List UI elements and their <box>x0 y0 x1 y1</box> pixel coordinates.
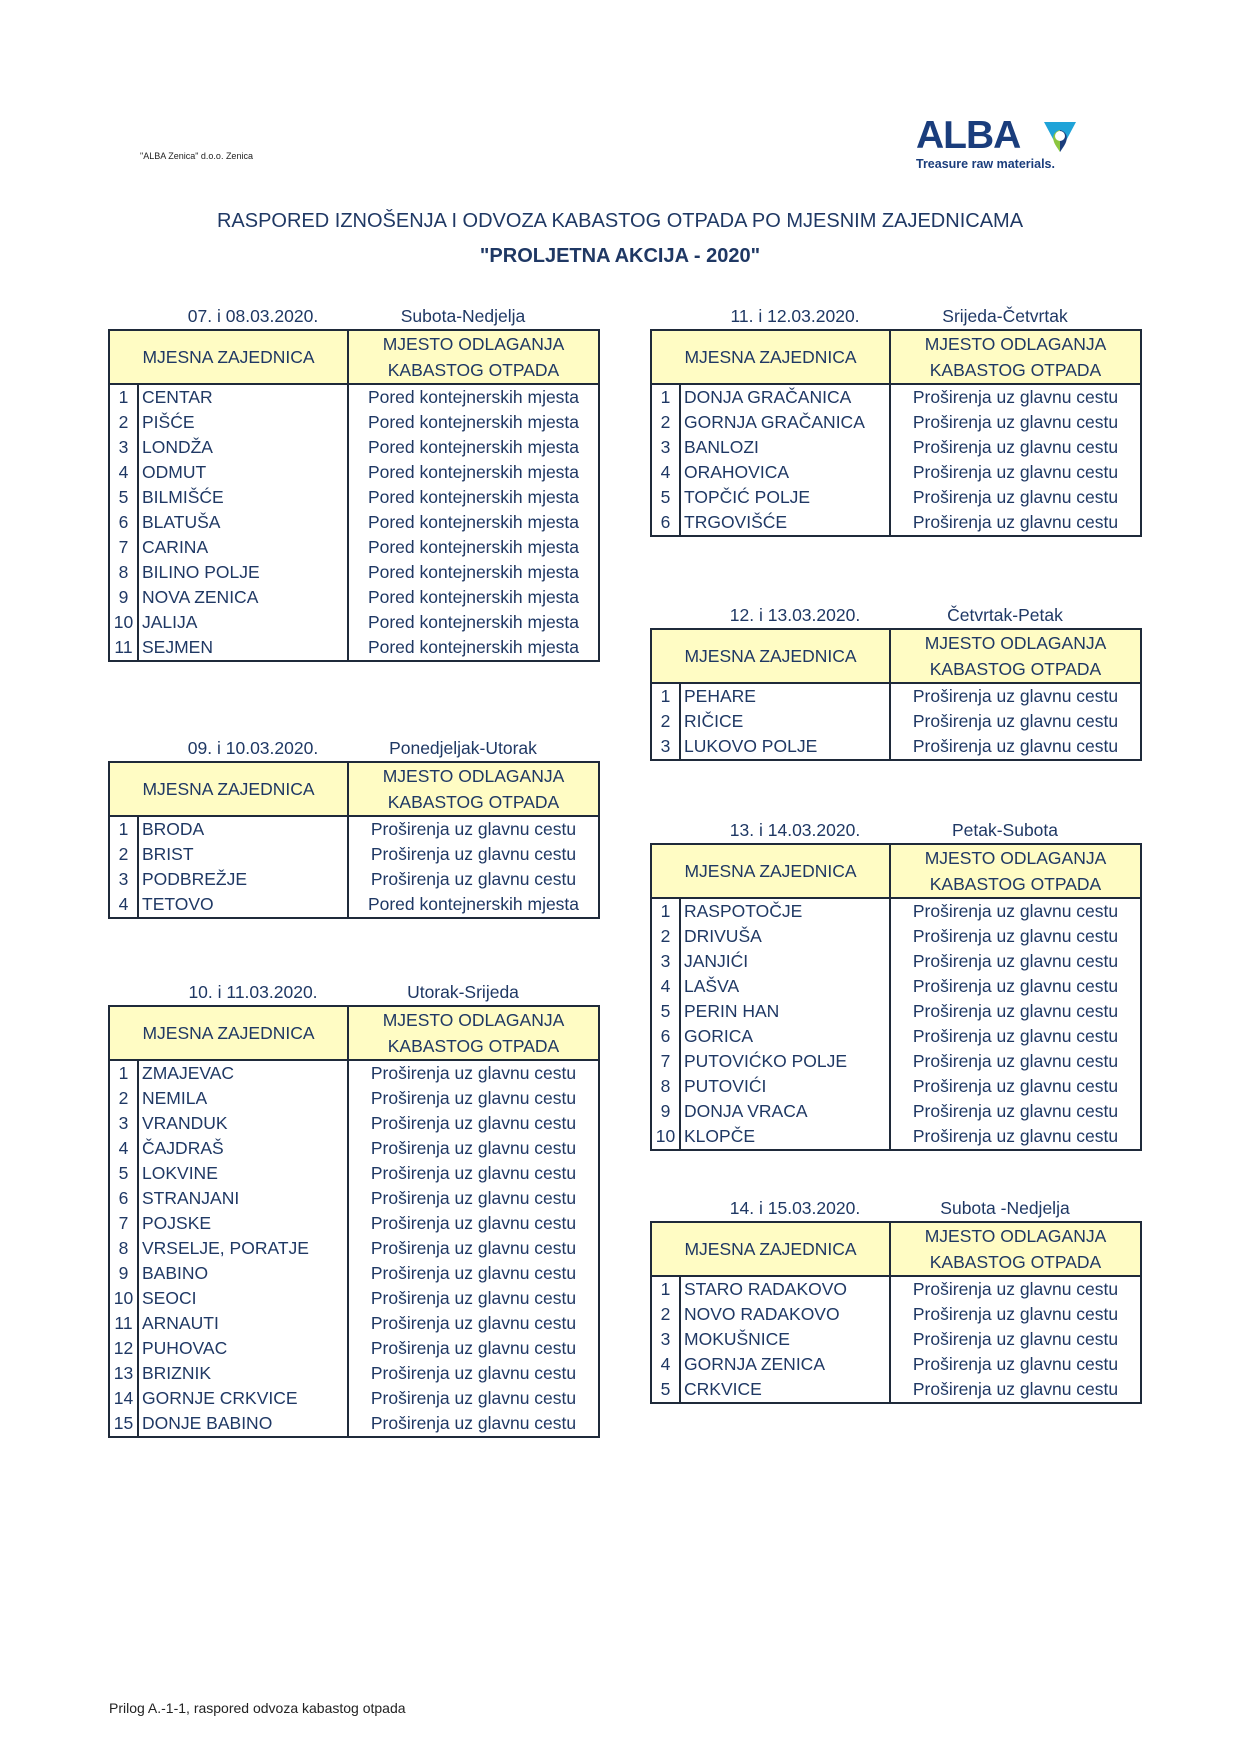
table-row <box>651 485 1141 510</box>
table-row <box>109 485 599 510</box>
community-name: SEJMEN <box>138 635 348 661</box>
community-name: PUTOVIĆKO POLJE <box>680 1049 890 1074</box>
community-name: LAŠVA <box>680 974 890 999</box>
community-name: BILINO POLJE <box>138 560 348 585</box>
disposal-location: Proširenja uz glavnu cestu <box>890 683 1141 709</box>
block-days: Subota-Nedjelja <box>400 306 526 326</box>
table-row <box>651 1024 1141 1049</box>
table-row <box>109 1060 599 1086</box>
schedule-block <box>650 816 1140 1151</box>
block-date: 13. i 14.03.2020. <box>729 820 861 840</box>
block-date: 09. i 10.03.2020. <box>187 738 319 758</box>
row-number: 4 <box>651 974 680 999</box>
community-name: GORICA <box>680 1024 890 1049</box>
row-number: 11 <box>109 635 138 661</box>
community-name: PUTOVIĆI <box>680 1074 890 1099</box>
schedule-block <box>108 978 598 1438</box>
schedule-table <box>650 843 1142 1151</box>
disposal-location: Proširenja uz glavnu cestu <box>348 1060 599 1086</box>
header-line-1: MJESTO ODLAGANJA <box>924 633 1107 653</box>
community-name: PEHARE <box>680 683 890 709</box>
block-date: 14. i 15.03.2020. <box>729 1198 861 1218</box>
community-name: NEMILA <box>138 1086 348 1111</box>
column-header-mjesna-zajednica: MJESNA ZAJEDNICA <box>651 1222 890 1276</box>
table-row <box>109 1386 599 1411</box>
disposal-location: Pored kontejnerskih mjesta <box>348 585 599 610</box>
community-name: GORNJA ZENICA <box>680 1352 890 1377</box>
disposal-location: Pored kontejnerskih mjesta <box>348 560 599 585</box>
block-days: Srijeda-Četvrtak <box>942 306 1068 326</box>
table-row <box>651 898 1141 924</box>
table-row <box>109 1161 599 1186</box>
header-line-2: KABASTOG OTPADA <box>929 874 1102 894</box>
row-number: 13 <box>109 1361 138 1386</box>
community-name: NOVA ZENICA <box>138 585 348 610</box>
row-number: 6 <box>109 1186 138 1211</box>
schedule-block <box>108 734 598 919</box>
table-row <box>651 460 1141 485</box>
community-name: TRGOVIŠĆE <box>680 510 890 536</box>
disposal-location: Pored kontejnerskih mjesta <box>348 510 599 535</box>
community-name: JANJIĆI <box>680 949 890 974</box>
community-name: BANLOZI <box>680 435 890 460</box>
community-name: POJSKE <box>138 1211 348 1236</box>
disposal-location: Proširenja uz glavnu cestu <box>890 1074 1141 1099</box>
community-name: PODBREŽJE <box>138 867 348 892</box>
table-row <box>109 1136 599 1161</box>
community-name: TETOVO <box>138 892 348 918</box>
disposal-location: Proširenja uz glavnu cestu <box>348 867 599 892</box>
column-header-mjesna-zajednica: MJESNA ZAJEDNICA <box>109 330 348 384</box>
row-number: 1 <box>651 384 680 410</box>
disposal-location: Proširenja uz glavnu cestu <box>890 709 1141 734</box>
company-name: "ALBA Zenica" d.o.o. Zenica <box>140 151 253 161</box>
row-number: 2 <box>651 924 680 949</box>
row-number: 3 <box>651 734 680 760</box>
block-header <box>108 978 598 1005</box>
row-number: 6 <box>651 510 680 536</box>
disposal-location: Proširenja uz glavnu cestu <box>890 410 1141 435</box>
row-number: 5 <box>651 1377 680 1403</box>
column-header-mjesna-zajednica: MJESNA ZAJEDNICA <box>109 762 348 816</box>
disposal-location: Pored kontejnerskih mjesta <box>348 535 599 560</box>
row-number: 12 <box>109 1336 138 1361</box>
disposal-location: Proširenja uz glavnu cestu <box>348 1211 599 1236</box>
community-name: RASPOTOČJE <box>680 898 890 924</box>
table-header-row <box>651 844 1141 898</box>
block-days: Subota -Nedjelja <box>940 1198 1070 1218</box>
table-header-row <box>651 330 1141 384</box>
row-number: 4 <box>651 460 680 485</box>
community-name: VRSELJE, PORATJE <box>138 1236 348 1261</box>
table-row <box>651 999 1141 1024</box>
table-header-row <box>651 629 1141 683</box>
column-header-mjesna-zajednica: MJESNA ZAJEDNICA <box>651 330 890 384</box>
community-name: ČAJDRAŠ <box>138 1136 348 1161</box>
header-line-2: KABASTOG OTPADA <box>387 360 560 380</box>
row-number: 9 <box>109 585 138 610</box>
table-row <box>651 1352 1141 1377</box>
header-line-1: MJESTO ODLAGANJA <box>382 334 565 354</box>
header-line-1: MJESTO ODLAGANJA <box>924 1226 1107 1246</box>
row-number: 4 <box>651 1352 680 1377</box>
row-number: 1 <box>109 384 138 410</box>
community-name: BABINO <box>138 1261 348 1286</box>
table-row <box>109 1411 599 1437</box>
header-line-2: KABASTOG OTPADA <box>929 659 1102 679</box>
table-row <box>651 924 1141 949</box>
block-days: Utorak-Srijeda <box>407 982 519 1002</box>
schedule-block <box>650 1194 1140 1404</box>
community-name: GORNJE CRKVICE <box>138 1386 348 1411</box>
disposal-location: Proširenja uz glavnu cestu <box>890 1352 1141 1377</box>
row-number: 2 <box>109 842 138 867</box>
community-name: STARO RADAKOVO <box>680 1276 890 1302</box>
disposal-location: Proširenja uz glavnu cestu <box>890 1302 1141 1327</box>
community-name: ORAHOVICA <box>680 460 890 485</box>
disposal-location: Proširenja uz glavnu cestu <box>348 1411 599 1437</box>
table-row <box>651 1074 1141 1099</box>
community-name: PIŠĆE <box>138 410 348 435</box>
community-name: CRKVICE <box>680 1377 890 1403</box>
block-days: Četvrtak-Petak <box>947 605 1063 625</box>
column-header-mjesto-odlaganja <box>890 330 1141 384</box>
community-name: BILMIŠĆE <box>138 485 348 510</box>
community-name: DONJA GRAČANICA <box>680 384 890 410</box>
header-line-2: KABASTOG OTPADA <box>387 1036 560 1056</box>
table-row <box>109 435 599 460</box>
header-line-1: MJESTO ODLAGANJA <box>382 766 565 786</box>
disposal-location: Pored kontejnerskih mjesta <box>348 485 599 510</box>
disposal-location: Pored kontejnerskih mjesta <box>348 410 599 435</box>
row-number: 10 <box>109 1286 138 1311</box>
schedule-table <box>108 761 600 919</box>
disposal-location: Proširenja uz glavnu cestu <box>348 1311 599 1336</box>
table-row <box>109 1311 599 1336</box>
table-row <box>109 867 599 892</box>
row-number: 3 <box>651 435 680 460</box>
block-header <box>650 1194 1140 1221</box>
table-row <box>109 1111 599 1136</box>
schedule-block <box>650 601 1140 761</box>
column-header-mjesto-odlaganja <box>890 1222 1141 1276</box>
schedule-block <box>650 302 1140 537</box>
row-number: 3 <box>109 1111 138 1136</box>
row-number: 1 <box>651 898 680 924</box>
community-name: CARINA <box>138 535 348 560</box>
community-name: MOKUŠNICE <box>680 1327 890 1352</box>
disposal-location: Pored kontejnerskih mjesta <box>348 610 599 635</box>
row-number: 5 <box>109 485 138 510</box>
disposal-location: Proširenja uz glavnu cestu <box>890 949 1141 974</box>
table-header-row <box>109 1006 599 1060</box>
disposal-location: Proširenja uz glavnu cestu <box>890 1049 1141 1074</box>
table-row <box>651 1099 1141 1124</box>
block-header <box>108 302 598 329</box>
document-subtitle: "PROLJETNA AKCIJA - 2020" <box>479 245 761 267</box>
community-name: BLATUŠA <box>138 510 348 535</box>
disposal-location: Proširenja uz glavnu cestu <box>890 510 1141 536</box>
disposal-location: Proširenja uz glavnu cestu <box>348 1111 599 1136</box>
logo-tagline: Treasure raw materials. <box>916 157 1055 171</box>
disposal-location: Proširenja uz glavnu cestu <box>890 734 1141 760</box>
table-row <box>109 460 599 485</box>
table-row <box>651 1302 1141 1327</box>
disposal-location: Pored kontejnerskih mjesta <box>348 384 599 410</box>
block-date: 12. i 13.03.2020. <box>729 605 861 625</box>
table-row <box>109 1361 599 1386</box>
community-name: BRIST <box>138 842 348 867</box>
community-name: GORNJA GRAČANICA <box>680 410 890 435</box>
table-row <box>109 635 599 661</box>
row-number: 1 <box>109 816 138 842</box>
table-header-row <box>651 1222 1141 1276</box>
table-row <box>109 1186 599 1211</box>
disposal-location: Proširenja uz glavnu cestu <box>348 1361 599 1386</box>
table-row <box>651 974 1141 999</box>
disposal-location: Pored kontejnerskih mjesta <box>348 635 599 661</box>
row-number: 5 <box>651 485 680 510</box>
header-line-2: KABASTOG OTPADA <box>387 792 560 812</box>
table-row <box>109 535 599 560</box>
schedule-table <box>650 628 1142 761</box>
header-line-1: MJESTO ODLAGANJA <box>382 1010 565 1030</box>
row-number: 2 <box>109 410 138 435</box>
row-number: 6 <box>109 510 138 535</box>
table-row <box>109 560 599 585</box>
table-row <box>109 892 599 918</box>
disposal-location: Proširenja uz glavnu cestu <box>890 974 1141 999</box>
table-row <box>109 1236 599 1261</box>
header-line-1: MJESTO ODLAGANJA <box>924 848 1107 868</box>
community-name: LONDŽA <box>138 435 348 460</box>
column-header-mjesto-odlaganja <box>890 844 1141 898</box>
table-row <box>109 585 599 610</box>
disposal-location: Proširenja uz glavnu cestu <box>348 1336 599 1361</box>
table-row <box>651 384 1141 410</box>
disposal-location: Proširenja uz glavnu cestu <box>890 1327 1141 1352</box>
row-number: 2 <box>109 1086 138 1111</box>
row-number: 14 <box>109 1386 138 1411</box>
row-number: 7 <box>651 1049 680 1074</box>
row-number: 8 <box>651 1074 680 1099</box>
block-days: Ponedjeljak-Utorak <box>389 738 537 758</box>
community-name: PERIN HAN <box>680 999 890 1024</box>
community-name: NOVO RADAKOVO <box>680 1302 890 1327</box>
community-name: JALIJA <box>138 610 348 635</box>
row-number: 4 <box>109 892 138 918</box>
logo-text: ALBA <box>916 114 1021 157</box>
block-date: 10. i 11.03.2020. <box>188 982 318 1002</box>
table-row <box>651 435 1141 460</box>
block-header <box>108 734 598 761</box>
disposal-location: Proširenja uz glavnu cestu <box>890 924 1141 949</box>
table-row <box>651 410 1141 435</box>
row-number: 10 <box>651 1124 680 1150</box>
disposal-location: Proširenja uz glavnu cestu <box>890 1099 1141 1124</box>
table-row <box>109 384 599 410</box>
table-row <box>109 1286 599 1311</box>
community-name: ARNAUTI <box>138 1311 348 1336</box>
disposal-location: Proširenja uz glavnu cestu <box>890 999 1141 1024</box>
disposal-location: Proširenja uz glavnu cestu <box>348 816 599 842</box>
row-number: 3 <box>651 1327 680 1352</box>
table-row <box>651 1377 1141 1403</box>
table-row <box>109 1086 599 1111</box>
document-title: RASPORED IZNOŠENJA I ODVOZA KABASTOG OTPADA PO MJESNIM ZAJEDNICAMA <box>216 210 1024 232</box>
community-name: DONJA VRACA <box>680 1099 890 1124</box>
row-number: 2 <box>651 709 680 734</box>
row-number: 6 <box>651 1024 680 1049</box>
row-number: 7 <box>109 535 138 560</box>
community-name: STRANJANI <box>138 1186 348 1211</box>
row-number: 5 <box>651 999 680 1024</box>
schedule-block <box>108 302 598 662</box>
row-number: 15 <box>109 1411 138 1437</box>
community-name: LUKOVO POLJE <box>680 734 890 760</box>
disposal-location: Proširenja uz glavnu cestu <box>890 485 1141 510</box>
row-number: 1 <box>651 1276 680 1302</box>
disposal-location: Proširenja uz glavnu cestu <box>890 1377 1141 1403</box>
community-name: KLOPČE <box>680 1124 890 1150</box>
community-name: BRIZNIK <box>138 1361 348 1386</box>
disposal-location: Proširenja uz glavnu cestu <box>348 1186 599 1211</box>
column-header-mjesto-odlaganja <box>348 1006 599 1060</box>
block-header <box>650 601 1140 628</box>
footer-note: Prilog A.-1-1, raspored odvoza kabastog otpada <box>109 1700 406 1716</box>
disposal-location: Proširenja uz glavnu cestu <box>348 1261 599 1286</box>
row-number: 3 <box>109 435 138 460</box>
schedule-table <box>108 1005 600 1438</box>
table-row <box>109 610 599 635</box>
row-number: 1 <box>651 683 680 709</box>
table-row <box>651 1327 1141 1352</box>
row-number: 7 <box>109 1211 138 1236</box>
disposal-location: Proširenja uz glavnu cestu <box>890 460 1141 485</box>
disposal-location: Proširenja uz glavnu cestu <box>890 384 1141 410</box>
row-number: 8 <box>109 1236 138 1261</box>
row-number: 10 <box>109 610 138 635</box>
header-line-1: MJESTO ODLAGANJA <box>924 334 1107 354</box>
disposal-location: Proširenja uz glavnu cestu <box>348 1286 599 1311</box>
community-name: BRODA <box>138 816 348 842</box>
row-number: 4 <box>109 460 138 485</box>
header-line-2: KABASTOG OTPADA <box>929 360 1102 380</box>
column-header-mjesna-zajednica: MJESNA ZAJEDNICA <box>109 1006 348 1060</box>
row-number: 9 <box>651 1099 680 1124</box>
disposal-location: Proširenja uz glavnu cestu <box>348 1136 599 1161</box>
disposal-location: Pored kontejnerskih mjesta <box>348 460 599 485</box>
community-name: DONJE BABINO <box>138 1411 348 1437</box>
table-row <box>109 842 599 867</box>
row-number: 4 <box>109 1136 138 1161</box>
table-header-row <box>109 330 599 384</box>
row-number: 5 <box>109 1161 138 1186</box>
community-name: ZMAJEVAC <box>138 1060 348 1086</box>
disposal-location: Pored kontejnerskih mjesta <box>348 435 599 460</box>
disposal-location: Proširenja uz glavnu cestu <box>890 1276 1141 1302</box>
table-header-row <box>109 762 599 816</box>
disposal-location: Proširenja uz glavnu cestu <box>348 1161 599 1186</box>
disposal-location: Proširenja uz glavnu cestu <box>890 898 1141 924</box>
column-header-mjesto-odlaganja <box>348 762 599 816</box>
disposal-location: Proširenja uz glavnu cestu <box>890 1024 1141 1049</box>
table-row <box>651 1049 1141 1074</box>
community-name: LOKVINE <box>138 1161 348 1186</box>
disposal-location: Proširenja uz glavnu cestu <box>348 1086 599 1111</box>
table-row <box>651 683 1141 709</box>
schedule-table <box>650 1221 1142 1404</box>
header-line-2: KABASTOG OTPADA <box>929 1252 1102 1272</box>
schedule-table <box>108 329 600 662</box>
community-name: DRIVUŠA <box>680 924 890 949</box>
row-number: 9 <box>109 1261 138 1286</box>
table-row <box>651 1124 1141 1150</box>
row-number: 1 <box>109 1060 138 1086</box>
row-number: 3 <box>651 949 680 974</box>
row-number: 11 <box>109 1311 138 1336</box>
column-header-mjesna-zajednica: MJESNA ZAJEDNICA <box>651 629 890 683</box>
table-row <box>651 734 1141 760</box>
table-row <box>109 1261 599 1286</box>
table-row <box>651 510 1141 536</box>
row-number: 8 <box>109 560 138 585</box>
table-row <box>651 1276 1141 1302</box>
block-days: Petak-Subota <box>951 820 1059 840</box>
community-name: PUHOVAC <box>138 1336 348 1361</box>
disposal-location: Proširenja uz glavnu cestu <box>348 842 599 867</box>
disposal-location: Proširenja uz glavnu cestu <box>348 1236 599 1261</box>
community-name: VRANDUK <box>138 1111 348 1136</box>
community-name: CENTAR <box>138 384 348 410</box>
disposal-location: Proširenja uz glavnu cestu <box>348 1386 599 1411</box>
disposal-location: Proširenja uz glavnu cestu <box>890 435 1141 460</box>
table-row <box>109 510 599 535</box>
table-row <box>109 1336 599 1361</box>
block-date: 07. i 08.03.2020. <box>187 306 319 326</box>
community-name: SEOCI <box>138 1286 348 1311</box>
alba-logo <box>916 114 1086 174</box>
table-row <box>109 410 599 435</box>
schedule-table <box>650 329 1142 537</box>
column-header-mjesto-odlaganja <box>890 629 1141 683</box>
table-row <box>109 1211 599 1236</box>
row-number: 2 <box>651 410 680 435</box>
column-header-mjesto-odlaganja <box>348 330 599 384</box>
block-header <box>650 816 1140 843</box>
disposal-location: Proširenja uz glavnu cestu <box>890 1124 1141 1150</box>
row-number: 2 <box>651 1302 680 1327</box>
leaf-icon <box>1040 116 1080 156</box>
column-header-mjesna-zajednica: MJESNA ZAJEDNICA <box>651 844 890 898</box>
table-row <box>109 816 599 842</box>
community-name: RIČICE <box>680 709 890 734</box>
row-number: 3 <box>109 867 138 892</box>
disposal-location: Pored kontejnerskih mjesta <box>348 892 599 918</box>
community-name: TOPČIĆ POLJE <box>680 485 890 510</box>
block-date: 11. i 12.03.2020. <box>730 306 860 326</box>
community-name: ODMUT <box>138 460 348 485</box>
table-row <box>651 949 1141 974</box>
block-header <box>650 302 1140 329</box>
table-row <box>651 709 1141 734</box>
